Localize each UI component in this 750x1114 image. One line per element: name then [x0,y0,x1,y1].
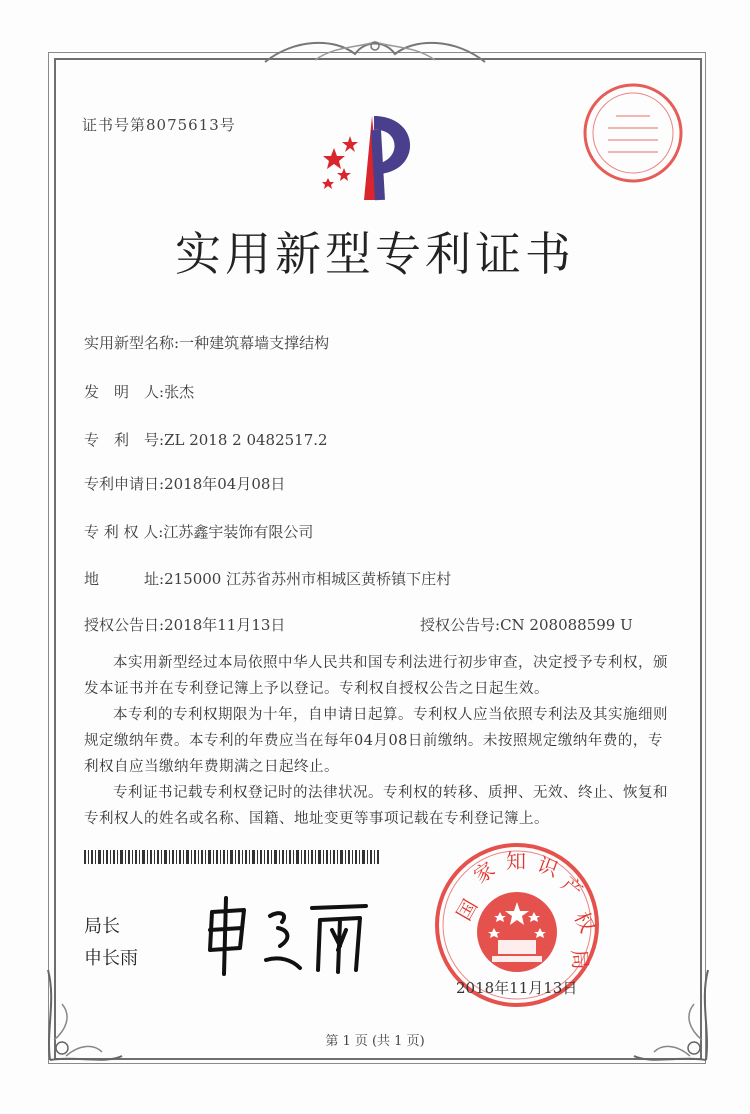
svg-text:国: 国 [451,895,483,925]
field-address [84,568,451,589]
cnipa-logo-icon [310,108,430,204]
svg-text:识: 识 [534,852,562,882]
body-paragraph: 本专利的专利权期限为十年，自申请日起算。专利权人应当依照专利法及其实施细则规定缴纳年费。本专利的年费应当在每年04月08日前缴纳。未按照规定缴纳年费的，专利权自应当缴纳年费期满之日起终止。 [84,707,668,775]
top-ornament [255,34,495,70]
grant-number-value: CN 208088599 U [500,616,633,634]
grant-number-label: 授权公告号: [420,616,501,634]
grant-date-label: 授权公告日: [84,616,165,634]
filing-date-label: 专利申请日: [84,475,165,493]
svg-text:知: 知 [506,849,526,873]
bottom-left-ornament [36,960,126,1070]
patent-number-label: 专 利 号: [84,431,165,449]
director-name: 申长雨 [84,948,138,969]
field-inventor [84,381,194,402]
inventor-label: 发 明 人: [84,383,165,401]
patentee-value: 江苏鑫宇装饰有限公司 [163,523,314,541]
certificate-title: 实用新型专利证书 [175,227,575,281]
field-patentee [84,521,313,542]
field-utility-model-name [84,332,329,353]
patentee-label: 专 利 权 人: [84,523,164,541]
director-title: 局长 [84,916,120,937]
name-value: 一种建筑幕墙支撑结构 [179,334,330,352]
grant-date-value: 2018年11月13日 [164,616,286,634]
page-number: 第 1 页 (共 1 页) [325,1034,425,1049]
svg-text:权: 权 [569,907,600,937]
certificate-number: 证书号第8075613号 [82,116,236,134]
svg-text:局: 局 [567,948,593,971]
body-paragraph: 本实用新型经过本局依照中华人民共和国专利法进行初步审查，决定授予专利权，颁发本证书并在专利登记簿上予以登记。专利权自授权公告之日起生效。 [84,655,668,697]
name-label: 实用新型名称: [84,334,180,352]
inventor-value: 张杰 [164,383,195,401]
address-value: 215000 江苏省苏州市相城区黄桥镇下庄村 [164,570,452,588]
seal-date: 2018年11月13日 [456,979,578,997]
field-filing-date [84,473,285,494]
bottom-right-ornament [630,960,720,1070]
body-paragraph: 专利证书记载专利权登记时的法律状况。专利权的转移、质押、无效、终止、恢复和专利权人的姓名或名称、国籍、地址变更等事项记载在专利登记簿上。 [84,785,668,827]
field-grant-number [420,614,633,635]
filing-date-value: 2018年04月08日 [164,475,286,493]
address-label: 地 址: [84,570,165,588]
inner-frame [54,58,702,1060]
barcode [84,850,384,864]
tax-seal-stamp [578,78,688,188]
svg-text:产: 产 [556,871,588,903]
field-patent-number [84,429,328,450]
certificate-body [84,650,672,832]
svg-text:家: 家 [469,856,500,889]
field-grant-date [84,614,285,635]
director-signature [196,890,376,980]
patent-number-value: ZL 2018 2 0482517.2 [164,431,328,449]
